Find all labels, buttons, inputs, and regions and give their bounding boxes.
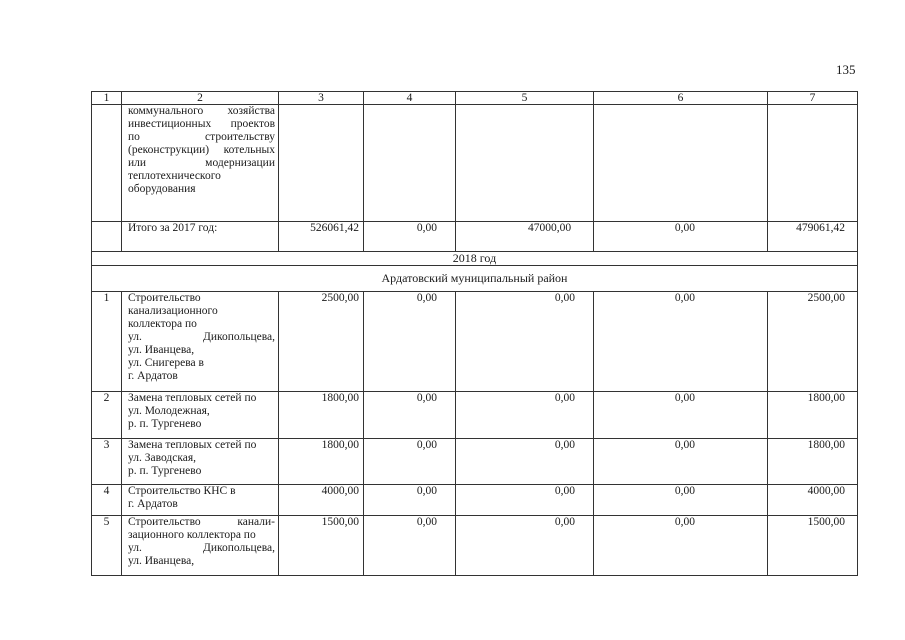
project-description: коммунального хозяйства инвестиционных проектов по строительству (реконструкции) котельных или модернизации теплотехнического оборудования (122, 105, 279, 222)
cell-col7: 1800,00 (768, 392, 858, 439)
year-row (92, 252, 858, 266)
row-number: 3 (92, 439, 122, 485)
continuation-row (92, 105, 858, 222)
project-description: Строительство канали- зационного коллектора по ул. Дикопольцева, ул. Иванцева, (122, 516, 279, 576)
budget-table (91, 91, 858, 576)
total-col5: 47000,00 (456, 222, 594, 252)
cell-col5: 0,00 (456, 292, 594, 392)
project-description: Строительство канализационного коллектора по ул. Дикопольцева, ул. Иванцева, ул. Снигерева в г. Ардатов (122, 292, 279, 392)
row-number: 4 (92, 485, 122, 516)
cell-col6: 0,00 (594, 485, 768, 516)
year-label: 2018 год (92, 252, 858, 266)
cell-col7: 1500,00 (768, 516, 858, 576)
cell-col3: 1500,00 (279, 516, 364, 576)
table-row (92, 485, 858, 516)
page-number: 135 (836, 62, 856, 77)
cell-col3: 1800,00 (279, 392, 364, 439)
cell-col3: 2500,00 (279, 292, 364, 392)
cell-col5: 0,00 (456, 485, 594, 516)
table-row (92, 439, 858, 485)
district-row (92, 266, 858, 292)
row-number: 2 (92, 392, 122, 439)
cell-col6: 0,00 (594, 392, 768, 439)
column-header: 3 (279, 92, 364, 105)
project-description: Строительство КНС в г. Ардатов (122, 485, 279, 516)
column-header: 6 (594, 92, 768, 105)
project-description: Замена тепловых сетей по ул. Молодежная, р. п. Тургенево (122, 392, 279, 439)
cell-col5: 0,00 (456, 392, 594, 439)
total-col7: 479061,42 (768, 222, 858, 252)
row-number: 5 (92, 516, 122, 576)
cell-col4: 0,00 (364, 516, 456, 576)
cell-col6: 0,00 (594, 292, 768, 392)
column-header: 7 (768, 92, 858, 105)
cell-col5: 0,00 (456, 439, 594, 485)
cell-col4: 0,00 (364, 392, 456, 439)
cell-col3: 4000,00 (279, 485, 364, 516)
column-header: 5 (456, 92, 594, 105)
column-header: 1 (92, 92, 122, 105)
total-col6: 0,00 (594, 222, 768, 252)
cell-col7: 2500,00 (768, 292, 858, 392)
cell-col3: 1800,00 (279, 439, 364, 485)
district-label: Ардатовский муниципальный район (92, 266, 858, 292)
table-row (92, 516, 858, 576)
total-2017-row (92, 222, 858, 252)
cell-col6: 0,00 (594, 439, 768, 485)
table-row (92, 292, 858, 392)
column-header: 4 (364, 92, 456, 105)
total-col4: 0,00 (364, 222, 456, 252)
column-header: 2 (122, 92, 279, 105)
cell-col7: 1800,00 (768, 439, 858, 485)
row-number: 1 (92, 292, 122, 392)
cell-col4: 0,00 (364, 439, 456, 485)
cell-col6: 0,00 (594, 516, 768, 576)
project-description: Замена тепловых сетей по ул. Заводская, р. п. Тургенево (122, 439, 279, 485)
column-number-row (92, 92, 858, 105)
total-col3: 526061,42 (279, 222, 364, 252)
cell-col5: 0,00 (456, 516, 594, 576)
cell-col4: 0,00 (364, 292, 456, 392)
table-row (92, 392, 858, 439)
cell-col4: 0,00 (364, 485, 456, 516)
cell-col7: 4000,00 (768, 485, 858, 516)
total-label: Итого за 2017 год: (122, 222, 279, 252)
